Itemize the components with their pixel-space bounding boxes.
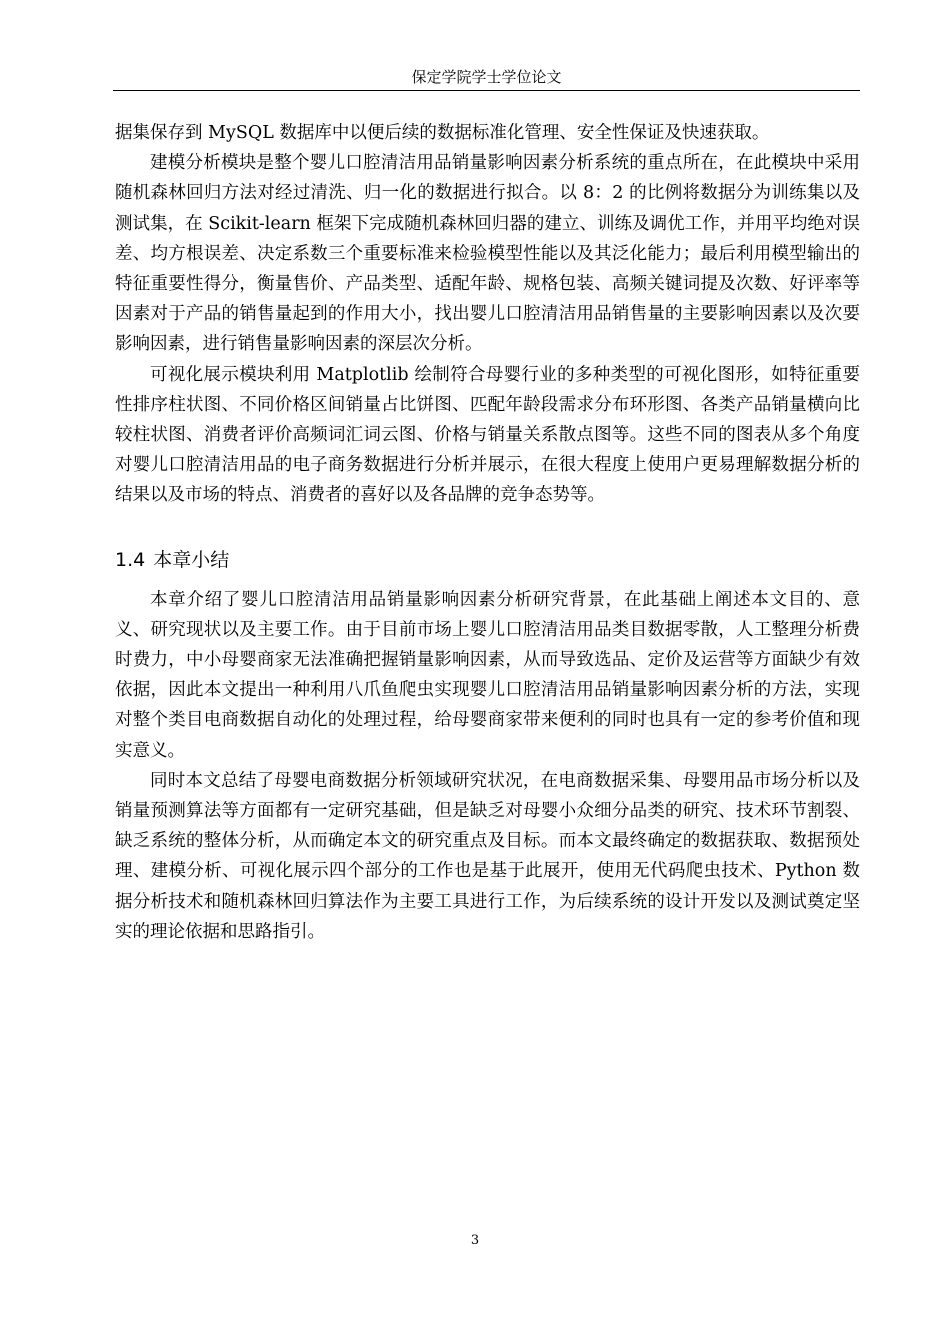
running-header: 保定学院学士学位论文	[411, 68, 562, 86]
section-number: 1.4	[115, 548, 146, 571]
body-paragraph: 建模分析模块是整个婴儿口腔清洁用品销量影响因素分析系统的重点所在，在此模块中采用随机森林回归方法对经过清洗、归一化的数据进行拟合。以 8：2 的比例将数据分为训练集以及测试集，在 Scikit-learn 框架下完成随机森林回归器的建立、训练及调优工作，并用平均绝对误差、均方根误差、决定系数三个重要标准来检验模型性能以及其泛化能力；最后利用模型输出的特征重要性得分，衡量售价、产品类型、适配年龄、规格包装、高频关键词提及次数、好评率等因素对于产品的销售量起到的作用大小，找出婴儿口腔清洁用品销售量的主要影响因素以及次要影响因素，进行销售量影响因素的深层次分析。	[115, 153, 860, 355]
page-body	[115, 118, 860, 947]
body-paragraph: 据集保存到 MySQL 数据库中以便后续的数据标准化管理、安全性保证及快速获取。	[115, 123, 770, 143]
page-number: 3	[470, 1233, 480, 1248]
body-paragraph: 同时本文总结了母婴电商数据分析领域研究状况，在电商数据采集、母婴用品市场分析以及销量预测算法等方面都有一定研究基础，但是缺乏对母婴小众细分品类的研究、技术环节割裂、缺乏系统的整体分析，从而确定本文的研究重点及目标。而本文最终确定的数据获取、数据预处理、建模分析、可视化展示四个部分的工作也是基于此展开，使用无代码爬虫技术、Python 数据分析技术和随机森林回归算法作为主要工具进行工作，为后续系统的设计开发以及测试奠定坚实的理论依据和思路指引。	[115, 770, 860, 942]
body-paragraph: 可视化展示模块利用 Matplotlib 绘制符合母婴行业的多种类型的可视化图形，如特征重要性排序柱状图、不同价格区间销量占比饼图、匹配年龄段需求分布环形图、各类产品销量横向比较柱状图、消费者评价高频词汇词云图、价格与销量关系散点图等。这些不同的图表从多个角度对婴儿口腔清洁用品的电子商务数据进行分析并展示，在很大程度上使用户更易理解数据分析的结果以及市场的特点、消费者的喜好以及各品牌的竞争态势等。	[115, 364, 860, 506]
section-heading	[115, 545, 860, 575]
body-paragraph: 本章介绍了婴儿口腔清洁用品销量影响因素分析研究背景，在此基础上阐述本文目的、意义、研究现状以及主要工作。由于目前市场上婴儿口腔清洁用品类目数据零散，人工整理分析费时费力，中小母婴商家无法准确把握销量影响因素，从而导致选品、定价及运营等方面缺少有效依据，因此本文提出一种利用八爪鱼爬虫实现婴儿口腔清洁用品销量影响因素分析的方法，实现对整个类目电商数据自动化的处理过程，给母婴商家带来便利的同时也具有一定的参考价值和现实意义。	[115, 589, 860, 761]
section-title: 本章小结	[153, 548, 230, 571]
header-rule	[113, 90, 860, 91]
